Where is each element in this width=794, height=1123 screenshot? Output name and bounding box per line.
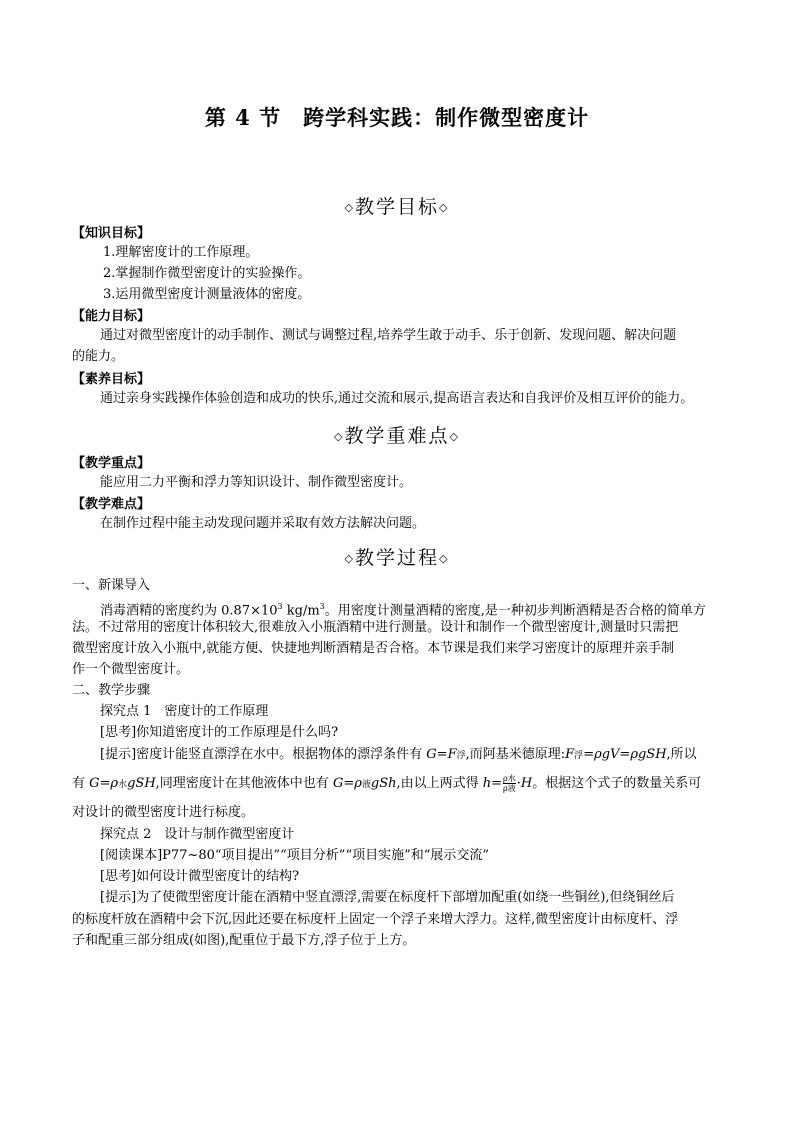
- literacy-goal-label: 【素养目标】: [72, 372, 151, 387]
- diamond-icon: ◇: [449, 430, 460, 443]
- diamond-icon: ◇: [334, 430, 345, 443]
- hint-text: [提示]为了使微型密度计能在酒精中竖直漂浮,需要在标度杆下部增加配重(如绕一些铜丝),但绕铜丝后: [100, 890, 675, 905]
- section-heading-text: 教学目标: [354, 196, 439, 218]
- ability-text: 的能力。: [72, 349, 125, 364]
- intro-text: 法。不过常用的密度计体积较大,很难放入小瓶酒精中进行测量。设计和制作一个微型密度计,测量时只需把: [72, 620, 679, 635]
- intro-text: 消毒酒精的密度约为 $0.87\times 10^3$ $kg/m^3$。用密度计测量酒精的密度,是一种初步判断酒精是否合格的简单方: [100, 602, 706, 619]
- key-point-label: 【教学重点】: [72, 456, 151, 471]
- diamond-icon: ◇: [344, 201, 355, 214]
- explore-point-heading: 探究点 2 设计与制作微型密度计: [100, 827, 295, 842]
- diamond-icon: ◇: [344, 552, 355, 565]
- knowledge-goal-label: 【知识目标】: [72, 226, 151, 241]
- explore-point-heading: 探究点 1 密度计的工作原理: [100, 704, 269, 719]
- section-heading-text: 教学过程: [354, 547, 439, 569]
- knowledge-item: 2.掌握制作微型密度计的实验操作。: [103, 266, 311, 281]
- part-heading: 一、新课导入: [72, 578, 151, 593]
- hint-text: 对设计的微型密度计进行标度。: [72, 805, 255, 820]
- think-text: [思考]你知道密度计的工作原理是什么吗?: [100, 725, 339, 740]
- difficulty-text: 在制作过程中能主动发现问题并采取有效方法解决问题。: [100, 516, 426, 531]
- hint-text: 有 G=ρ水gSH,同理密度计在其他液体中也有 G=ρ液gSh,由以上两式得 h= $\frac{\text{ρ水}}{\text{ρ液}}$ ·H。根据这个式子的数量关系可: [72, 774, 702, 793]
- intro-text: 微型密度计放入小瓶中,就能方便、快捷地判断酒精是否合格。本节课是我们来学习密度计的原理并亲手制: [72, 641, 675, 656]
- section-heading-objectives: [0, 192, 794, 219]
- knowledge-item: 3.运用微型密度计测量液体的密度。: [103, 287, 311, 302]
- ability-text: 通过对微型密度计的动手制作、测试与调整过程,培养学生敢于动手、乐于创新、发现问题、解决问题: [100, 328, 677, 343]
- diamond-icon: ◇: [439, 552, 450, 565]
- intro-text: 作一个微型密度计。: [72, 662, 190, 677]
- hint-text: 子和配重三部分组成(如图),配重位于最下方,浮子位于上方。: [72, 933, 416, 948]
- ability-goal-label: 【能力目标】: [72, 309, 151, 324]
- diamond-icon: ◇: [439, 201, 450, 214]
- literacy-text: 通过亲身实践操作体验创造和成功的快乐,通过交流和展示,提高语言表达和自我评价及相互评价的能力。: [100, 391, 694, 406]
- read-text: [阅读课本]P77~80“项目提出”“项目分析”“项目实施”和“展示交流”: [100, 848, 490, 863]
- think-text: [思考]如何设计微型密度计的结构?: [100, 869, 300, 884]
- hint-text: 的标度杆放在酒精中会下沉,因此还要在标度杆上固定一个浮子来增大浮力。这样,微型密度计由标度杆、浮: [72, 912, 679, 927]
- difficulty-label: 【教学难点】: [72, 497, 151, 512]
- section-heading-key-points: [0, 421, 794, 448]
- part-heading: 二、教学步骤: [72, 683, 151, 698]
- section-heading-text: 教学重难点: [344, 425, 450, 447]
- hint-text: [提示]密度计能竖直漂浮在水中。根据物体的漂浮条件有 G=F浮,而阿基米德原理:F浮=ρgV=ρgSH,所以: [100, 747, 697, 762]
- key-point-text: 能应用二力平衡和浮力等知识设计、制作微型密度计。: [100, 475, 413, 490]
- density-fraction: $\frac{\text{ρ水}}{\text{ρ液}}$: [503, 774, 516, 793]
- knowledge-item: 1.理解密度计的工作原理。: [103, 245, 259, 260]
- section-heading-process: [0, 543, 794, 570]
- page-title: 第 4 节 跨学科实践：制作微型密度计: [204, 105, 590, 130]
